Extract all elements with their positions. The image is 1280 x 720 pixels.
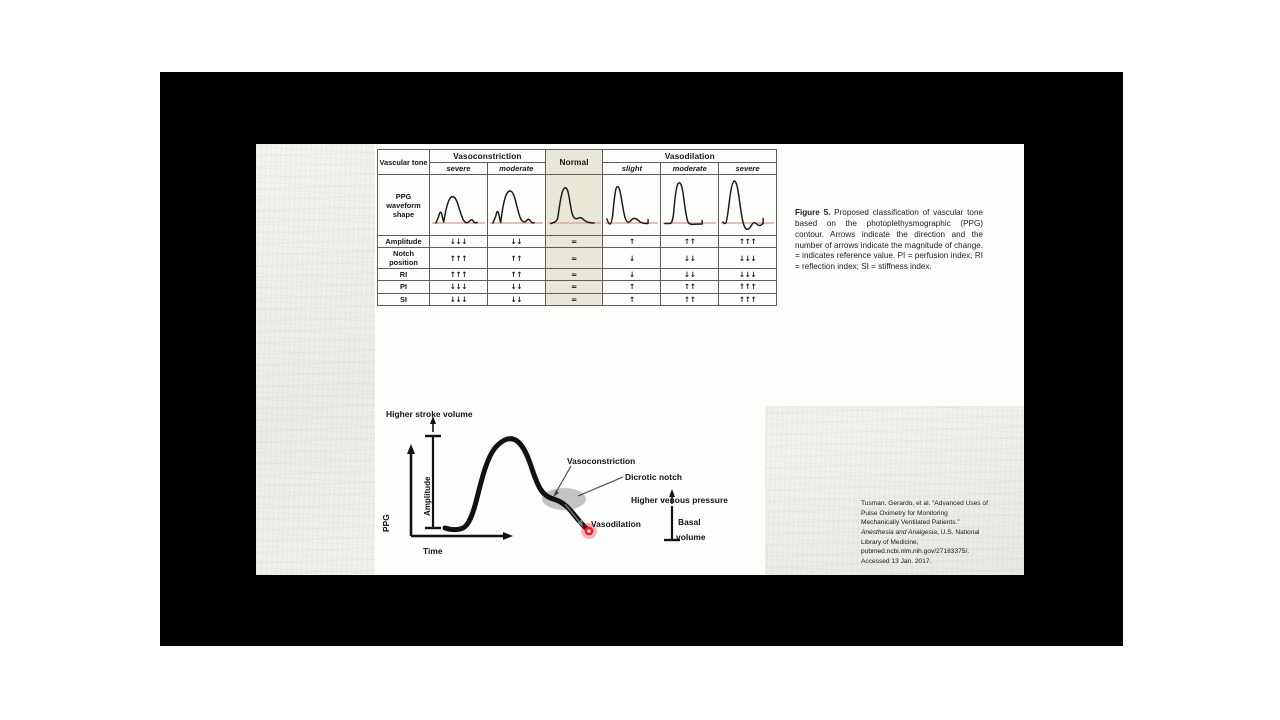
row-label-ri: RI	[378, 269, 430, 281]
dicrotic-notch-label: Dicrotic notch	[625, 472, 683, 482]
cell-amplitude-severe-constriction: ↓↓↓	[430, 236, 488, 248]
time-axis-label: Time	[423, 546, 443, 556]
cell-si-moderate-dilation: ↑↑	[661, 293, 719, 305]
amplitude-label: Amplitude	[423, 476, 432, 516]
cell-amplitude-severe-dilation: ↑↑↑	[719, 236, 777, 248]
subheader-moderate-dilation: moderate	[661, 163, 719, 175]
cell-amplitude-moderate-constriction: ↓↓	[487, 236, 545, 248]
ppg-waveform-diagram	[375, 406, 765, 575]
subheader-slight-dilation: slight	[603, 163, 661, 175]
cell-amplitude-normal: =	[545, 236, 603, 248]
y-axis-arrowhead	[407, 444, 415, 454]
figure-caption-text: Proposed classification of vascular tone based on the photoplethysmographic (PPG) contour. Arrows indicate the direction and the number of arrows indicate the magnitude of change. = indicates reference value. PI = perfusion index; RI = reflection index; SI = stiffness index.	[795, 208, 983, 272]
figure-caption-number: Figure 5.	[795, 208, 831, 217]
citation-line-3: Mechanically Ventilated Patients.”	[861, 519, 960, 527]
waveform-severe-dilation	[719, 175, 777, 236]
citation-line-4: , U.S. National	[937, 528, 980, 536]
end-marker-center	[587, 529, 591, 533]
cell-amplitude-moderate-dilation: ↑↑	[661, 236, 719, 248]
cell-ri-moderate-constriction: ↑↑	[487, 269, 545, 281]
cell-notch-severe-constriction: ↑↑↑	[430, 248, 488, 269]
cell-ri-moderate-dilation: ↓↓	[661, 269, 719, 281]
cell-si-moderate-constriction: ↓↓	[487, 293, 545, 305]
table-row	[378, 293, 777, 305]
row-label-header: Vascular tone	[378, 150, 430, 175]
cell-pi-severe-dilation: ↑↑↑	[719, 281, 777, 293]
waveform-moderate-dilation	[661, 175, 719, 236]
cell-notch-moderate-dilation: ↓↓	[661, 248, 719, 269]
subheader-severe-constriction: severe	[430, 163, 488, 175]
row-label-amplitude: Amplitude	[378, 236, 430, 248]
cell-notch-slight-dilation: ↓	[603, 248, 661, 269]
group-header-vasodilation: Vasodilation	[603, 150, 777, 163]
cell-si-normal: =	[545, 293, 603, 305]
citation-accessed-date: Accessed 13 Jan. 2017.	[861, 557, 932, 565]
table-row	[378, 269, 777, 281]
table-row	[378, 236, 777, 248]
table-group-header-row	[378, 150, 777, 163]
group-header-vasoconstriction: Vasoconstriction	[430, 150, 546, 163]
cell-si-slight-dilation: ↑	[603, 293, 661, 305]
cell-pi-normal: =	[545, 281, 603, 293]
ppg-axis-label: PPG	[381, 514, 391, 532]
waveform-normal	[545, 175, 603, 236]
table-row	[378, 248, 777, 269]
cell-ri-normal: =	[545, 269, 603, 281]
slide-canvas	[256, 144, 1024, 575]
cell-pi-severe-constriction: ↓↓↓	[430, 281, 488, 293]
cell-ri-severe-constriction: ↑↑↑	[430, 269, 488, 281]
cell-ri-severe-dilation: ↓↓↓	[719, 269, 777, 281]
waveform-moderate-constriction	[487, 175, 545, 236]
x-axis-arrowhead	[503, 532, 513, 540]
row-label-notch-position: Notch position	[378, 248, 430, 269]
cell-si-severe-constriction: ↓↓↓	[430, 293, 488, 305]
citation-journal: Anesthesia and Analgesia	[861, 528, 938, 536]
cell-notch-normal: =	[545, 248, 603, 269]
higher-venous-pressure-label: Higher venous pressure	[631, 495, 728, 505]
basal-volume-label-line1: Basal	[678, 517, 701, 527]
cell-amplitude-slight-dilation: ↑	[603, 236, 661, 248]
citation-line-1: Tusman, Gerardo, et al. “Advanced Uses of	[861, 500, 988, 507]
table-row	[378, 281, 777, 293]
basal-volume-label-line2: volume	[676, 532, 706, 542]
citation-url: pubmed.ncbi.nlm.nih.gov/27183375/.	[861, 548, 970, 556]
row-label-si: SI	[378, 293, 430, 305]
row-label-pi: PI	[378, 281, 430, 293]
waveform-severe-constriction	[430, 175, 488, 236]
cell-pi-moderate-constriction: ↓↓	[487, 281, 545, 293]
cell-ri-slight-dilation: ↓	[603, 269, 661, 281]
cell-notch-severe-dilation: ↓↓↓	[719, 248, 777, 269]
table-waveform-row	[378, 175, 777, 236]
vascular-tone-table	[377, 149, 777, 306]
source-citation	[861, 499, 1013, 566]
cell-pi-moderate-dilation: ↑↑	[661, 281, 719, 293]
figure-caption	[795, 208, 983, 273]
waveform-slight-dilation	[603, 175, 661, 236]
citation-line-5: Library of Medicine,	[861, 538, 919, 546]
cell-notch-moderate-constriction: ↑↑	[487, 248, 545, 269]
dicrotic-notch-leader-line	[578, 477, 623, 496]
cell-si-severe-dilation: ↑↑↑	[719, 293, 777, 305]
citation-line-2: Pulse Oximetry for Monitoring	[861, 509, 948, 517]
higher-stroke-volume-label: Higher stroke volume	[386, 409, 473, 419]
ppg-pulse-curve	[445, 439, 587, 530]
cell-pi-slight-dilation: ↑	[603, 281, 661, 293]
vasoconstriction-label: Vasoconstriction	[567, 456, 636, 466]
group-header-normal: Normal	[545, 150, 603, 175]
row-label-ppg-waveform-shape: PPG waveform shape	[378, 175, 430, 236]
subheader-severe-dilation: severe	[719, 163, 777, 175]
vasodilation-label: Vasodilation	[591, 519, 641, 529]
subheader-moderate-constriction: moderate	[487, 163, 545, 175]
